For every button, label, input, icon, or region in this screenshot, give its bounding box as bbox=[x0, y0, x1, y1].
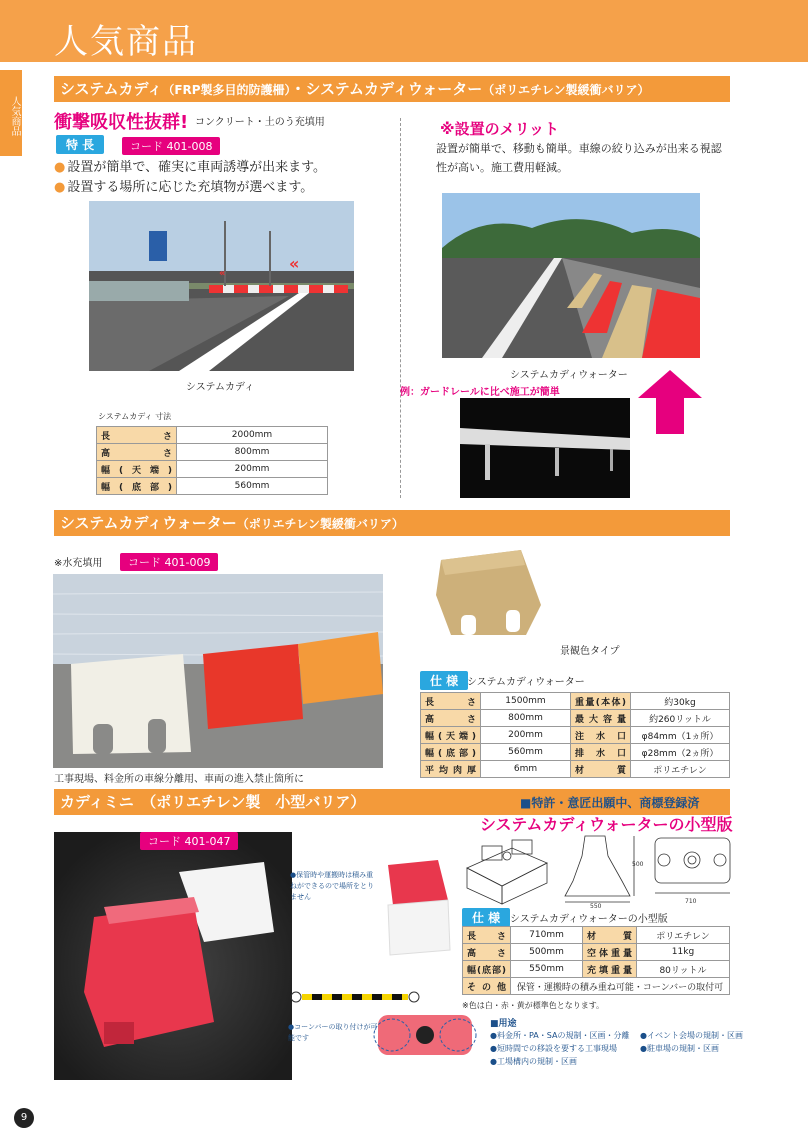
photo-beige-type bbox=[421, 545, 545, 639]
mini-subtitle: システムカディウォーターの小型版 bbox=[480, 815, 733, 834]
catch-sub: コンクリート・土のう充填用 bbox=[195, 117, 325, 128]
photo-mini-top bbox=[370, 1005, 480, 1065]
table-row: 幅(底部) 550mm 充填重量 80リットル bbox=[463, 961, 730, 978]
table-row: 平均肉厚 6mm 材 質 ポリエチレン bbox=[421, 761, 730, 778]
section2-bar-paren: （ポリエチレン製緩衝バリア） bbox=[236, 517, 404, 531]
feature-label: 特 長 bbox=[56, 135, 104, 154]
water-fill-note: ※水充填用 bbox=[54, 558, 103, 569]
photo-guardrail bbox=[460, 398, 630, 498]
side-tab: 人気商品 bbox=[0, 70, 22, 156]
dim-height-label: 500 bbox=[632, 861, 644, 868]
table-row: 幅(天端) 200mm 注水口 φ84mm（1ヵ所） bbox=[421, 727, 730, 744]
merit-title: ※設置のメリット bbox=[440, 120, 559, 138]
photo-caption-water: システムカディウォーター bbox=[510, 370, 628, 381]
photo-caption-system-kadi: システムカディ bbox=[186, 382, 255, 393]
column-divider bbox=[400, 118, 401, 498]
code-badge-401-047: コード 401-047 bbox=[140, 832, 238, 850]
spec-label-mini: 仕 様 bbox=[462, 908, 510, 927]
section1-bar-paren: （FRP製多目的防護柵） bbox=[162, 83, 291, 97]
table-row: その他 保管・運搬時の積み重ね可能・コーンバーの取付可 bbox=[463, 978, 730, 995]
patent-note: ■特許・意匠出願中、商標登録済 bbox=[520, 796, 700, 810]
section3-bar-title: カディミニ （ポリエチレン製 小型バリア） bbox=[60, 793, 366, 811]
spec-title-water: システムカディウォーター bbox=[467, 677, 585, 688]
dim-width-label: 550 bbox=[590, 903, 602, 910]
page-number: 9 bbox=[14, 1108, 34, 1128]
table-row: 幅(底部) 560mm bbox=[97, 478, 328, 495]
usage-title: ■用途 bbox=[490, 1019, 517, 1029]
table-row: 長 さ 710mm 材 質 ポリエチレン bbox=[463, 927, 730, 944]
beige-caption: 景観色タイプ bbox=[560, 646, 620, 657]
usage-item-3: ●工場構内の規制・区画 bbox=[490, 1057, 577, 1066]
spec-label-water: 仕 様 bbox=[420, 671, 468, 690]
svg-text:«: « bbox=[289, 254, 300, 273]
dim-table bbox=[96, 426, 328, 495]
dim-table-title: システムカディ 寸法 bbox=[98, 412, 172, 421]
section1-bar-title2: ・システムカディウォーター bbox=[290, 80, 483, 98]
photo-stacked-mini bbox=[378, 855, 458, 960]
usage-item-5: ●駐車場の規制・区画 bbox=[640, 1044, 719, 1053]
spec-title-mini: システムカディウォーターの小型版 bbox=[510, 914, 668, 925]
page-title: 人気商品 bbox=[54, 22, 198, 62]
mini-side-drawing bbox=[560, 826, 644, 910]
table-row: 幅(天端) 200mm bbox=[97, 461, 328, 478]
dim-length-label: 710 bbox=[685, 898, 697, 905]
stacking-note: ●保管時や運搬時は積み重ねができるので場所をとりません bbox=[290, 871, 374, 901]
photo-kadi-mini bbox=[54, 832, 292, 1080]
usage-item-2: ●短時間での移設を要する工事現場 bbox=[490, 1044, 617, 1053]
photo-caption-water-use: 工事現場、料金所の車線分離用、車両の進入禁止箇所に bbox=[54, 774, 304, 785]
merit-text: 設置が簡単で、移動も簡単。車線の絞り込みが出来る視認性が高い。施工費用軽減。 bbox=[436, 142, 722, 174]
usage-item-4: ●イベント会場の規制・区画 bbox=[640, 1031, 743, 1040]
table-row: 長 さ 2000mm bbox=[97, 427, 328, 444]
table-row: 長 さ 1500mm 重量(本体) 約30kg bbox=[421, 693, 730, 710]
mini-iso-drawing bbox=[462, 828, 552, 906]
cone-bar-icon bbox=[290, 990, 420, 1004]
example-caption: 例：ガードレールに比べ施工が簡単 bbox=[400, 387, 560, 398]
mini-top-drawing bbox=[650, 828, 735, 908]
table-row: 高 さ 800mm 最大容量 約260リットル bbox=[421, 710, 730, 727]
section2-bar bbox=[54, 510, 730, 536]
section1-bar bbox=[54, 76, 730, 102]
table-row: 幅(底部) 560mm 排水口 φ28mm（2ヵ所） bbox=[421, 744, 730, 761]
table-row: 高 さ 800mm bbox=[97, 444, 328, 461]
section2-bar-title: システムカディウォーター bbox=[60, 514, 237, 532]
photo-water-barriers bbox=[53, 574, 383, 768]
table-row: 高 さ 500mm 空体重量 11kg bbox=[463, 944, 730, 961]
arrow-up-icon bbox=[638, 370, 702, 434]
photo-system-kadi bbox=[89, 201, 354, 371]
svg-text:«: « bbox=[219, 268, 226, 279]
catch-copy: 衝撃吸収性抜群! bbox=[54, 112, 189, 133]
spec-table-water bbox=[420, 692, 730, 778]
feature-bullet-2: ● 設置する場所に応じた充填物が選べます。 bbox=[54, 176, 313, 195]
feature-bullet-1: ● 設置が簡単で、確実に車両誘導が出来ます。 bbox=[54, 156, 326, 175]
spec-table-mini bbox=[462, 926, 730, 995]
photo-system-kadi-water bbox=[442, 193, 700, 358]
cone-bar-note: ●コーンバーの取り付けが可能です bbox=[288, 1023, 378, 1042]
code-badge-401-008: コード 401-008 bbox=[122, 137, 220, 155]
code-badge-401-009: コード 401-009 bbox=[120, 553, 218, 571]
usage-item-1: ●料金所・PA・SAの規制・区画・分離 bbox=[490, 1031, 630, 1040]
color-note: ※色は白・赤・黄が標準色となります。 bbox=[462, 1001, 605, 1010]
section1-bar-paren2: （ポリエチレン製緩衝バリア） bbox=[482, 83, 650, 97]
section1-bar-title: システムカディ bbox=[60, 80, 163, 98]
